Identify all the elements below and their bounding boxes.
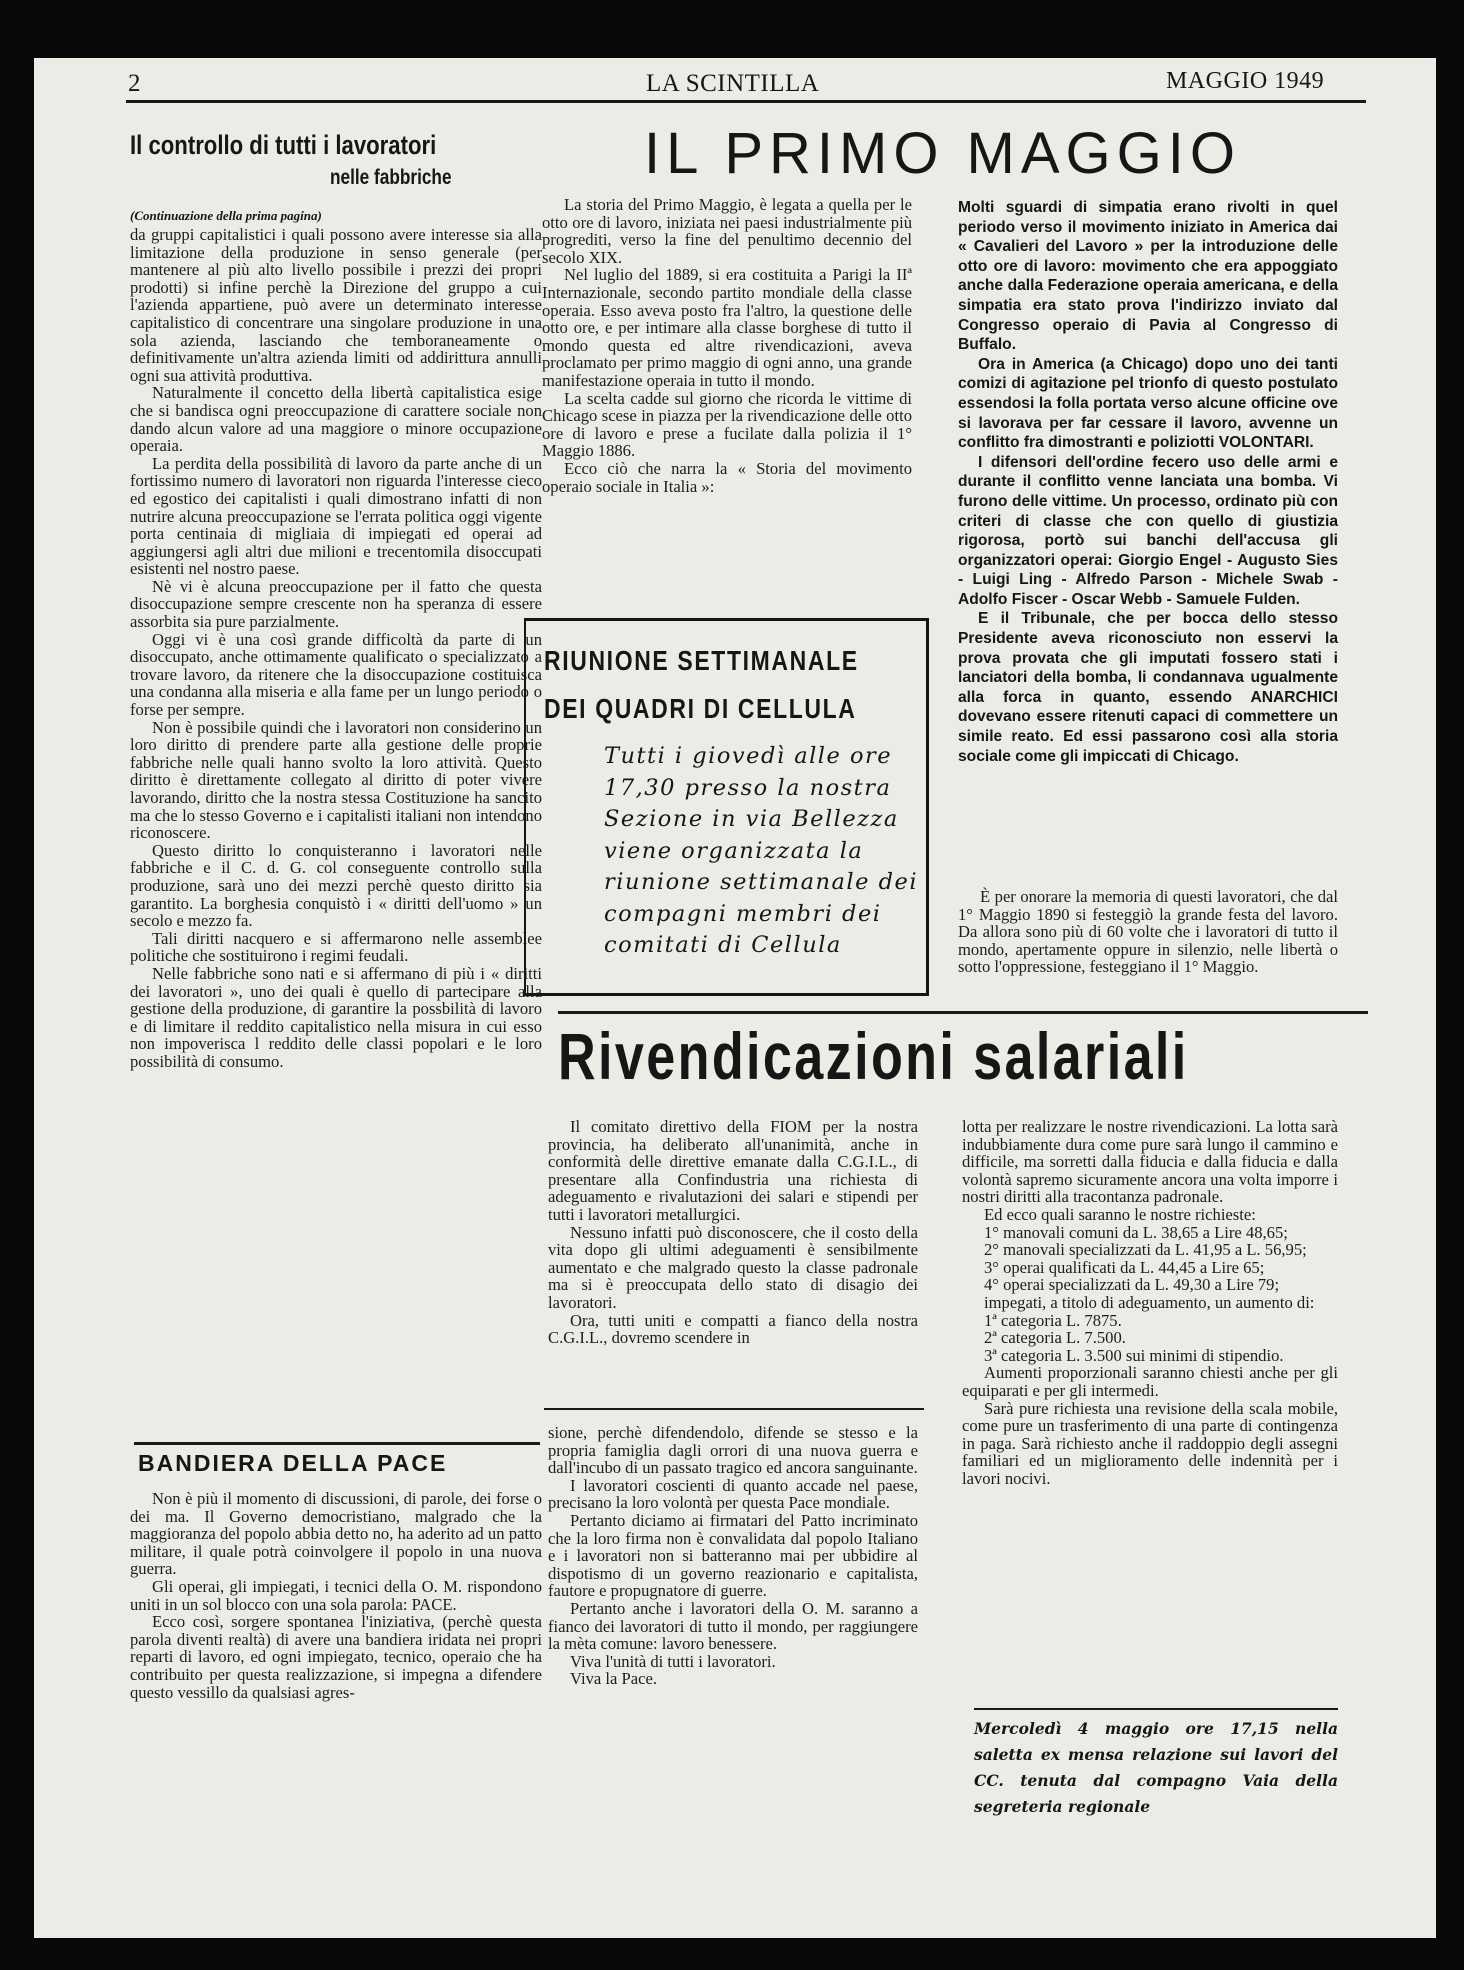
issue-date: MAGGIO 1949 <box>1166 68 1325 94</box>
paragraph: Naturalmente il concetto della libertà capitalistica esige che si bandisca ogni preoccupazione di carattere sociale non dando alcun valore ad una maggiore o minore occupazione operaia. <box>130 383 542 456</box>
paragraph: Viva l'unità di tutti i lavoratori. <box>570 1651 776 1671</box>
paragraph: È per onorare la memoria di questi lavoratori, che dal 1° Maggio 1890 si festeggiò la grande festa del lavoro. Da allora sono più di 60 volte che i lavoratori di tutto il mondo, apertamente oppure in silenzio, nelle libertà o sotto l'oppressione, festeggiano il 1° Maggio. <box>958 887 1338 977</box>
list-item: 1ª categoria L. 7875. <box>984 1310 1122 1330</box>
continuation-note: (Continuazione della prima pagina) <box>130 208 322 223</box>
paragraph: Ed ecco quali saranno le nostre richieste: <box>984 1204 1256 1224</box>
pace-continuation <box>548 1424 918 1688</box>
paragraph: Gli operai, gli impiegati, i tecnici della O. M. rispondono uniti in un sol blocco con una sola parola: PACE. <box>130 1576 542 1614</box>
paragraph: Ecco ciò che narra la « Storia del movimento operaio sociale in Italia »: <box>542 458 912 496</box>
paragraph: La perdita della possibilità di lavoro da parte anche di un fortissimo numero di lavoratori non riguarda l'interesse cieco ed egostico dei capitalisti i quali dimostrano infatti di non nutrire alcuna preoccupazione se l'errata politica oggi vigente porta centinaia di migliaia di impiegati ed operai ad aggiungersi agli altri due milioni e trecentomila disoccupati esistenti nel nostro paese. <box>130 453 542 579</box>
riunione-line: 17,30 presso la nostra <box>604 774 892 801</box>
paragraph: Tali diritti nacquero e si affermarono nelle assemblee politiche che sostituirono i regimi feudali. <box>130 928 542 966</box>
list-item: 3ª categoria L. 3.500 sui minimi di stipendio. <box>984 1345 1284 1365</box>
paragraph: Aumenti proporzionali saranno chiesti anche per gli equiparati e per gli intermedi. <box>962 1363 1338 1400</box>
paragraph: La scelta cadde sul giorno che ricorda le vittime di Chicago scese in piazza per la rivendicazione delle otto ore di lavoro e prese a fucilate dalla polizia il 1° Maggio 1886. <box>542 388 912 461</box>
paragraph: Il comitato direttivo della FIOM per la nostra provincia, ha deliberato all'unanimità, anche in conformità delle direttive emanate dalla C.G.I.L., di presentare alla Confindustria una richiesta di adeguamento e rivalutazioni dei salari e stipendi per tutti i lavoratori metallurgici. <box>548 1117 918 1224</box>
primo-maggio-right-bold <box>958 198 1338 766</box>
masthead-rule <box>126 100 1366 103</box>
primo-maggio-body <box>542 196 912 495</box>
paragraph: Ecco così, sorgere spontanea l'iniziativa, (perchè questa parola diventi realtà) di avere una bandiera iridata nei propri reparti di lavoro, ed ogni impiegato, tecnico, operaio che ha contribuito per questa realizzazione, si impegna a difendere questo vessillo da qualsiasi agres- <box>130 1612 542 1702</box>
pace-rule <box>134 1442 540 1445</box>
column-rule <box>544 1408 924 1410</box>
paragraph: impegati, a titolo di adeguamento, un aumento di: <box>984 1292 1315 1312</box>
list-item: 2° manovali specializzati da L. 41,95 a L. 56,95; <box>984 1240 1307 1260</box>
riunione-heading-1: RIUNIONE SETTIMANALE <box>544 645 859 676</box>
paragraph: I lavoratori coscienti di quanto accade nel paese, precisano la loro volontà per questa Pace mondiale. <box>548 1475 918 1513</box>
paragraph: Non è più il momento di discussioni, di parole, dei forse o dei ma. Il Governo democristiano, malgrado che la maggioranza del popolo abbia detto no, ha aderito ad un patto militare, il quale potrà coinvolgere il popolo in una nuova guerra. <box>130 1489 542 1579</box>
controllo-title: Il controllo di tutti i lavoratori <box>130 130 437 160</box>
riunione-line: riunione settimanale dei <box>604 869 919 895</box>
riunione-line: Tutti i giovedì alle ore <box>604 743 893 769</box>
pace-body <box>130 1490 542 1701</box>
paragraph: Nel luglio del 1889, si era costituita a Parigi la IIª Internazionale, secondo partito mondiale della classe operaia. Esso aveva posto fra l'altro, la questione delle otto ore, e per intimare alla classe borghese di tutto il mondo questa ed altre rivendicazioni, aveva proclamato per primo maggio di ogni anno, una grande manifestazione operaia in tutto il mondo. <box>542 265 912 390</box>
list-item: 3° operai qualificati da L. 44,45 a Lire 65; <box>984 1257 1265 1277</box>
primo-maggio-title: IL PRIMO MAGGIO <box>644 121 1242 186</box>
paragraph: La storia del Primo Maggio, è legata a quella per le otto ore di lavoro, iniziata nei paesi industrialmente più progrediti, verso la fine del penultimo decennio del secolo XIX. <box>542 195 912 267</box>
paragraph: Oggi vi è una così grande difficoltà da parte di un disoccupato, anche ottimamente qualificato o specializzato a trovare lavoro, da ritenere che la disoccupazione costituisca una condanna alla miseria e alla fame per un lungo periodo o forse per sempre. <box>130 629 542 720</box>
paragraph: Sarà pure richiesta una revisione della scala mobile, come pure un trasferimento di una parte di contingenza in paga. Sarà richiesto anche il raddoppio degli assegni familiari ed un miglioramento delle indennità per i lavori nocivi. <box>962 1398 1338 1488</box>
list-item: 1° manovali comuni da L. 38,65 a Lire 48,65; <box>984 1222 1288 1242</box>
riunione-text <box>604 741 919 962</box>
paragraph: Non è possibile quindi che i lavoratori non considerino un loro diritto di prendere parte alla gestione delle proprie fabbriche nelle quali hanno svolto la loro attività. Questo diritto è direttamente collegato al diritto di poter vivere lavorando, diritto che la nostra stessa Costituzione ha sancito ma che lo stesso Governo e i capitalisti italiani non intendono riconoscere. <box>130 717 542 843</box>
note-rule <box>974 1708 1338 1710</box>
paragraph: da gruppi capitalistici i quali possono avere interesse sia alla limitazione della produzione in senso generale (per mantenere al più alto livello possibile i prezzi dei propri prodotti) si infine perchè la Direzione del gruppo a cui l'azienda appartiene, può avere un determinato interesse capitalistico di concentrare una singolare produzione in una sola azienda, lasciando che temboraneamente o definitivamente un'altra azienda limiti od addirittura annulli ogni sua attività produttiva. <box>130 225 542 385</box>
riunione-heading-2: DEI QUADRI DI CELLULA <box>544 693 857 724</box>
riunione-line: comitati di Cellula <box>604 932 842 958</box>
paragraph: Ora, tutti uniti e compatti a fianco della nostra C.G.I.L., dovremo scendere in <box>548 1310 918 1348</box>
paragraph: Ora in America (a Chicago) dopo uno dei tanti comizi di agitazione pel trionfo di questo postulato essendosi la folla portata verso alcune officine ove si lavorava per far cessare il lavoro, avvenne un conflitto fra dimostranti e poliziotti VOLONTARI. <box>958 355 1338 452</box>
rivendicazioni-col1 <box>548 1118 918 1347</box>
paragraph: Pertanto diciamo ai firmatari del Patto incriminato che la loro firma non è convalidata dal popolo Italiano e i lavoratori non si batteranno mai per ubbidire al dispotismo di un governo reazionario e capitalista, fautore e propugnatore di guerre. <box>548 1510 918 1601</box>
paragraph: Nessuno infatti può disconoscere, che il costo della vita dopo gli ultimi adeguamenti è sensibilmente aumentato e che malgrado questo la classe padronale ma si è preoccupata dello stato di disagio dei lavoratori. <box>548 1222 918 1312</box>
rivendicazioni-title: Rivendicazioni salariali <box>558 1019 1189 1093</box>
paragraph: I difensori dell'ordine fecero uso delle armi e durante il conflitto venne lanciata una bomba. Vi furono delle vittime. Un processo, ordinato più con criteri di classe che con quello di giustizia rigorosa, portò sui banchi dell'accusa gli organizzatori operai: Giorgio Engel - Augusto Sies - Luigi Ling - Alfredo Parson - Michele Swab - Adolfo Fiscer - Oscar Webb - Samuele Fulden. <box>958 453 1338 608</box>
paragraph: Nelle fabbriche sono nati e si affermano di più i « diritti dei lavoratori », uno dei quali è quello di partecipare alla gestione della produzione, di garantire la possbilità di lavoro e di limitare il reddito capitalistico nella misura in cui esso non impoverisca l reddito delle classi popolari e le loro possibilità di consumo. <box>130 963 542 1071</box>
riunione-box <box>524 618 929 996</box>
controllo-subtitle: nelle fabbriche <box>330 166 452 189</box>
paragraph: Viva la Pace. <box>570 1669 658 1689</box>
newspaper-page <box>34 58 1436 1938</box>
riunione-line: Sezione in via Bellezza <box>604 806 899 832</box>
riv-rule <box>558 1011 1368 1014</box>
page-number: 2 <box>128 70 141 97</box>
riunione-line: viene organizzata la <box>604 837 864 864</box>
paragraph: Molti sguardi di simpatia erano rivolti in quel periodo verso il movimento iniziato in America dai « Cavalieri del Lavoro » per la introduzione delle otto ore di lavoro: movimento che era appoggiato anche dalla Federazione operaia americana, e della simpatia era stato prova l'indirizzo inviato dal Congresso operaio di Pavia al Congresso di Buffalo. <box>958 199 1338 354</box>
paragraph: Nè vi è alcuna preoccupazione per il fatto che questa disoccupazione sempre crescente non ha speranza di essere assorbita sia pure parzialmente. <box>130 576 542 632</box>
pace-title: BANDIERA DELLA PACE <box>138 1450 448 1476</box>
paragraph: Pertanto anche i lavoratori della O. M. saranno a fianco dei lavoratori di tutto il mondo, per raggiungere la mèta comune: lavoro benessere. <box>548 1598 918 1654</box>
list-item: 4° operai specializzati da L. 49,30 a Lire 79; <box>984 1275 1280 1295</box>
paragraph: sione, perchè difendendolo, difende se stesso e la propria famiglia dagli orrori di una nuova guerra e dall'incubo di un passato tragico ed ancora sanguinante. <box>548 1423 918 1478</box>
paragraph: lotta per realizzare le nostre rivendicazioni. La lotta sarà indubbiamente dura come pure sarà lungo il cammino e difficile, ma sorretti dalla fiducia e dalla fiducia e dalla volontà sapremo sicuramente ancora una volta imporre i nostri diritti alla tracontanza padronale. <box>962 1117 1338 1207</box>
riunione-line: compagni membri dei <box>604 900 882 927</box>
rivendicazioni-col2 <box>962 1118 1338 1487</box>
meeting-note: Mercoledì 4 maggio ore 17,15 nella saletta ex mensa relazione sui lavori del CC. tenuta dal compagno Vaia della segreteria regionale <box>974 1719 1338 1816</box>
list-item: 2ª categoria L. 7.500. <box>984 1328 1126 1348</box>
paragraph: E il Tribunale, che per bocca dello stesso Presidente aveva riconosciuto non esservi la prova provata che gli imputati fossero stati i lanciatori della bomba, li condannava ugualmente alla forca in quanto, essendo ANARCHICI dovevano essere ritenuti capaci di commettere un simile reato. Ed essi passarono così alla storia sociale come gli impiccati di Chicago. <box>958 610 1338 765</box>
primo-maggio-closing <box>958 888 1338 976</box>
controllo-body <box>130 226 542 1071</box>
newspaper-title: LA SCINTILLA <box>646 70 820 97</box>
paragraph: Questo diritto lo conquisteranno i lavoratori nelle fabbriche e il C. d. G. col conseguente controllo sulla produzione, sarà uno dei mezzi perchè questo diritto sia garantito. La borghesia conquistò i « diritti dell'uomo » un secolo e mezzo fa. <box>130 840 542 931</box>
